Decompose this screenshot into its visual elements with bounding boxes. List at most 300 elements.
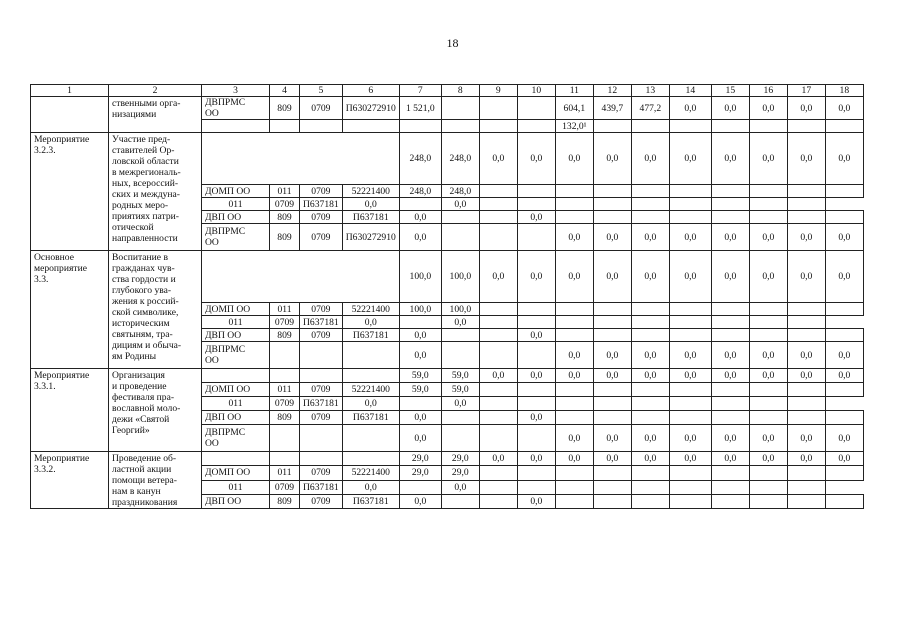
column-header: 4: [270, 85, 300, 97]
cell-c5: [300, 120, 343, 133]
cell-c15: 0,0: [711, 342, 749, 369]
column-header: 9: [479, 85, 517, 97]
cell-c5: [300, 342, 343, 369]
summary-cell-c11: 0,0: [555, 133, 593, 185]
cell-c4: 011: [202, 397, 270, 411]
cell-c9: [479, 383, 517, 397]
executor-cell: ДВП ОО: [202, 411, 270, 425]
executor-cell: ДВП ОО: [202, 329, 270, 342]
cell-c5: 0709: [270, 480, 300, 494]
cell-c8: [441, 211, 479, 224]
cell-c9: [479, 494, 517, 508]
event-description-cell: Участие пред- ставителей Ор- ловской области в межрегиональ- ных, всероссий- ских и междуна- родных меро- приятиях патри- отической направленности: [109, 133, 202, 251]
cell-c15: [711, 383, 749, 397]
cell-c10: [517, 342, 555, 369]
event-id-cell: [31, 97, 109, 133]
column-header: 15: [711, 85, 749, 97]
cell-c18: 0,0: [825, 342, 863, 369]
executor-cell: ДВПРМС ОО: [202, 97, 270, 120]
cell-c15: [711, 211, 749, 224]
cell-c5: 0709: [300, 211, 343, 224]
cell-c17: [787, 211, 825, 224]
cell-c17: [749, 397, 787, 411]
column-header: 3: [202, 85, 270, 97]
cell-c10: [517, 185, 555, 198]
cell-c11: [555, 466, 593, 480]
cell-c7: 59,0: [399, 369, 441, 383]
cell-c10: [517, 97, 555, 120]
cell-c11: 604,1: [555, 97, 593, 120]
cell-c18: 0,0: [825, 369, 863, 383]
cell-c4: 011: [270, 383, 300, 397]
cell-c13: [631, 383, 669, 397]
cell-c14: 0,0: [669, 369, 711, 383]
cell-c7: 0,0: [399, 224, 441, 251]
event-description-cell: ственными орга- низациями: [109, 97, 202, 133]
cell-c6: П637181: [342, 411, 399, 425]
cell-c10: 0,0: [517, 411, 555, 425]
executor-cell: ДВП ОО: [202, 211, 270, 224]
cell-c16: [749, 411, 787, 425]
executor-cell: ДВПРМС ОО: [202, 425, 270, 452]
cell-c13: [631, 120, 669, 133]
summary-cell-c13: 0,0: [631, 251, 669, 303]
cell-c17: [787, 494, 825, 508]
cell-c13: [631, 303, 669, 316]
cell-c6: П637181: [342, 494, 399, 508]
cell-c18: [787, 316, 825, 329]
cell-c9: 0,0: [479, 452, 517, 466]
cell-c13: [631, 411, 669, 425]
cell-c14: [669, 466, 711, 480]
cell-c15: [711, 120, 749, 133]
cell-c6: П637181: [300, 316, 343, 329]
cell-c4: 011: [270, 303, 300, 316]
cell-c10: [479, 480, 517, 494]
cell-c9: [479, 466, 517, 480]
cell-c17: [787, 383, 825, 397]
summary-cell-c16: 0,0: [749, 133, 787, 185]
cell-c10: 0,0: [517, 452, 555, 466]
cell-c11: 0,0: [555, 224, 593, 251]
event-description-cell: Организация и проведение фестиваля пра- вославной моло- дежи «Святой Георгий»: [109, 369, 202, 452]
cell-c10: [479, 397, 517, 411]
cell-c18: [787, 198, 825, 211]
summary-cell-c18: 0,0: [825, 133, 863, 185]
cell-c15: 0,0: [711, 425, 749, 452]
cell-c14: [669, 303, 711, 316]
column-header: 12: [593, 85, 631, 97]
cell-c13: 0,0: [631, 369, 669, 383]
cell-c10: 0,0: [517, 369, 555, 383]
cell-c14: [669, 120, 711, 133]
cell-c13: [593, 198, 631, 211]
executor-cell: ДВП ОО: [202, 494, 270, 508]
executor-cell: [202, 120, 270, 133]
summary-cell-c18: 0,0: [825, 251, 863, 303]
executor-cell: ДОМП ОО: [202, 466, 270, 480]
cell-c10: [479, 316, 517, 329]
column-header: 7: [399, 85, 441, 97]
cell-c18: 0,0: [825, 425, 863, 452]
summary-cell-c9: 0,0: [479, 251, 517, 303]
cell-c7: 0,0: [399, 342, 441, 369]
cell-c6: [342, 369, 399, 383]
cell-c13: [631, 185, 669, 198]
cell-c6: П637181: [342, 329, 399, 342]
cell-c12: [555, 316, 593, 329]
cell-c4: [270, 120, 300, 133]
cell-c18: [825, 120, 863, 133]
header-row: [31, 85, 864, 97]
cell-c12: [593, 466, 631, 480]
cell-c6: П637181: [300, 480, 343, 494]
cell-c10: 0,0: [517, 329, 555, 342]
cell-c5: 0709: [300, 494, 343, 508]
cell-c11: [555, 383, 593, 397]
cell-c17: 0,0: [787, 224, 825, 251]
cell-c16: [711, 397, 749, 411]
cell-c17: [787, 185, 825, 198]
cell-c13: 0,0: [631, 452, 669, 466]
cell-c4: 809: [270, 494, 300, 508]
cell-c12: 439,7: [593, 97, 631, 120]
cell-c8: 29,0: [441, 466, 479, 480]
summary-cell-c17: 0,0: [787, 133, 825, 185]
summary-cell-c14: 0,0: [669, 251, 711, 303]
cell-c9: 0,0: [441, 316, 479, 329]
cell-c16: [749, 120, 787, 133]
cell-c4: 809: [270, 211, 300, 224]
cell-c6: 52221400: [342, 383, 399, 397]
cell-c5: 0709: [300, 224, 343, 251]
cell-c10: 0,0: [517, 494, 555, 508]
cell-c12: 0,0: [593, 425, 631, 452]
cell-c9: [479, 97, 517, 120]
cell-c16: 0,0: [749, 369, 787, 383]
event-description-cell: Проведение об- ластной акции помощи ветера- нам в канун праздникования: [109, 452, 202, 509]
cell-c7: 0,0: [399, 329, 441, 342]
cell-c18: 0,0: [825, 224, 863, 251]
cell-c13: [593, 397, 631, 411]
cell-c9: 0,0: [441, 198, 479, 211]
table-row: [31, 97, 864, 120]
cell-c11: [517, 480, 555, 494]
cell-c6: 52221400: [342, 303, 399, 316]
cell-c7: 100,0: [399, 303, 441, 316]
cell-c12: [555, 397, 593, 411]
cell-c6: 52221400: [342, 466, 399, 480]
cell-c13: 0,0: [631, 342, 669, 369]
cell-c7: 0,0: [399, 494, 441, 508]
cell-c10: [517, 466, 555, 480]
cell-c10: [517, 120, 555, 133]
cell-c11: 0,0: [555, 452, 593, 466]
cell-c18: [825, 329, 863, 342]
cell-c8: 59,0: [441, 383, 479, 397]
cell-c15: [669, 198, 711, 211]
cell-c5: [300, 425, 343, 452]
event-id-cell: Мероприятие 3.2.3.: [31, 133, 109, 251]
cell-c8: [441, 411, 479, 425]
summary-cell-c14: 0,0: [669, 133, 711, 185]
cell-c5: 0709: [300, 329, 343, 342]
summary-cell-c15: 0,0: [711, 133, 749, 185]
cell-c17: 0,0: [787, 97, 825, 120]
cell-c15: 0,0: [711, 97, 749, 120]
cell-c5: 0709: [270, 198, 300, 211]
cell-c8: [441, 97, 479, 120]
column-header: 14: [669, 85, 711, 97]
event-id-cell: Основное мероприятие 3.3.: [31, 251, 109, 369]
summary-cell-c12: 0,0: [593, 251, 631, 303]
cell-c16: [749, 303, 787, 316]
cell-c4: 011: [270, 185, 300, 198]
cell-c18: [787, 480, 825, 494]
cell-c7: [399, 120, 441, 133]
cell-c7: 0,0: [342, 316, 399, 329]
cell-c5: 0709: [300, 97, 343, 120]
cell-c13: [631, 494, 669, 508]
summary-cell-c8: 248,0: [441, 133, 479, 185]
cell-c7: 0,0: [342, 198, 399, 211]
cell-c18: [825, 185, 863, 198]
cell-c9: 0,0: [441, 480, 479, 494]
cell-c7: 1 521,0: [399, 97, 441, 120]
cell-c6: 52221400: [342, 185, 399, 198]
column-header: 5: [300, 85, 343, 97]
cell-c4: [270, 369, 300, 383]
cell-c10: [517, 425, 555, 452]
cell-c12: [593, 303, 631, 316]
executor-cell: ДОМП ОО: [202, 383, 270, 397]
cell-c15: [669, 316, 711, 329]
cell-c17: 0,0: [787, 452, 825, 466]
cell-c7: 248,0: [399, 185, 441, 198]
cell-c8: [441, 425, 479, 452]
cell-c8: [399, 397, 441, 411]
table-row: [31, 369, 864, 383]
cell-c18: 0,0: [825, 452, 863, 466]
cell-c6: [342, 425, 399, 452]
cell-c16: [749, 329, 787, 342]
cell-c15: 0,0: [711, 369, 749, 383]
cell-c8: [399, 198, 441, 211]
cell-c14: [631, 316, 669, 329]
cell-c16: 0,0: [749, 224, 787, 251]
cell-c17: [787, 466, 825, 480]
summary-cell-c7: 248,0: [399, 133, 441, 185]
cell-c14: 0,0: [669, 425, 711, 452]
cell-c6: П637181: [300, 397, 343, 411]
cell-c4: [270, 342, 300, 369]
cell-c16: [749, 185, 787, 198]
column-header: 11: [555, 85, 593, 97]
cell-c9: 0,0: [479, 369, 517, 383]
cell-c15: [711, 185, 749, 198]
cell-c15: [711, 466, 749, 480]
cell-c4: [270, 425, 300, 452]
cell-c11: [555, 411, 593, 425]
cell-c12: [593, 494, 631, 508]
cell-c8: [441, 120, 479, 133]
column-header: 1: [31, 85, 109, 97]
summary-cell-c7: 100,0: [399, 251, 441, 303]
cell-c18: [825, 411, 863, 425]
summary-cell-c15: 0,0: [711, 251, 749, 303]
executor-cell: ДВПРМС ОО: [202, 342, 270, 369]
cell-c13: [631, 211, 669, 224]
cell-c14: [669, 185, 711, 198]
executor-cell: ДОМП ОО: [202, 303, 270, 316]
cell-c11: [555, 494, 593, 508]
executor-cell: [202, 452, 270, 466]
cell-c18: [825, 383, 863, 397]
cell-c5: 0709: [300, 303, 343, 316]
cell-c4: [270, 452, 300, 466]
cell-c12: 0,0: [593, 369, 631, 383]
cell-c12: [555, 198, 593, 211]
cell-c4: 809: [270, 224, 300, 251]
cell-c6: П630272910: [342, 224, 399, 251]
cell-c5: 0709: [300, 411, 343, 425]
cell-c13: [593, 316, 631, 329]
cell-c15: [711, 329, 749, 342]
cell-c18: [825, 211, 863, 224]
column-header: 16: [749, 85, 787, 97]
cell-c12: 0,0: [593, 452, 631, 466]
cell-c15: [711, 411, 749, 425]
cell-c11: 0,0: [555, 425, 593, 452]
cell-c18: [825, 494, 863, 508]
column-header: 17: [787, 85, 825, 97]
cell-c12: [593, 120, 631, 133]
summary-blank-cell: [202, 251, 400, 303]
table-row: [31, 452, 864, 466]
cell-c8: [399, 316, 441, 329]
cell-c18: [825, 466, 863, 480]
cell-c7: 0,0: [342, 480, 399, 494]
cell-c17: [787, 329, 825, 342]
summary-cell-c11: 0,0: [555, 251, 593, 303]
cell-c12: [593, 411, 631, 425]
cell-c7: 0,0: [399, 425, 441, 452]
summary-cell-c10: 0,0: [517, 133, 555, 185]
cell-c15: [669, 397, 711, 411]
cell-c15: 0,0: [711, 224, 749, 251]
cell-c5: 0709: [300, 466, 343, 480]
cell-c14: [631, 397, 669, 411]
cell-c16: [749, 494, 787, 508]
event-description-cell: Воспитание в гражданах чув- ства гордости и глубокого ува- жения к россий- ской символике, историческим святыням, тра- дициям и обыча- ям Родины: [109, 251, 202, 369]
cell-c14: 0,0: [669, 342, 711, 369]
cell-c16: [749, 211, 787, 224]
cell-c9: [479, 329, 517, 342]
cell-c13: 0,0: [631, 425, 669, 452]
cell-c8: [441, 494, 479, 508]
cell-c14: 0,0: [669, 452, 711, 466]
cell-c5: [300, 369, 343, 383]
summary-cell-c16: 0,0: [749, 251, 787, 303]
cell-c15: [711, 303, 749, 316]
cell-c8: [441, 329, 479, 342]
cell-c11: [517, 316, 555, 329]
cell-c16: [711, 316, 749, 329]
event-id-cell: Мероприятие 3.3.2.: [31, 452, 109, 509]
cell-c14: [669, 329, 711, 342]
cell-c16: 0,0: [749, 97, 787, 120]
cell-c11: [517, 397, 555, 411]
summary-cell-c10: 0,0: [517, 251, 555, 303]
cell-c13: [631, 329, 669, 342]
cell-c9: [479, 342, 517, 369]
cell-c8: [399, 480, 441, 494]
cell-c11: [555, 303, 593, 316]
cell-c9: [479, 211, 517, 224]
cell-c6: П630272910: [342, 97, 399, 120]
cell-c6: П637181: [300, 198, 343, 211]
cell-c17: 0,0: [787, 369, 825, 383]
cell-c16: 0,0: [749, 452, 787, 466]
cell-c9: [479, 411, 517, 425]
column-header: 2: [109, 85, 202, 97]
cell-c10: [479, 198, 517, 211]
cell-c9: [479, 120, 517, 133]
cell-c8: [441, 342, 479, 369]
cell-c4: 809: [270, 329, 300, 342]
cell-c7: 0,0: [342, 397, 399, 411]
column-header: 6: [342, 85, 399, 97]
summary-blank-cell: [202, 133, 400, 185]
cell-c10: 0,0: [517, 211, 555, 224]
column-header: 10: [517, 85, 555, 97]
executor-cell: ДОМП ОО: [202, 185, 270, 198]
cell-c16: 0,0: [749, 342, 787, 369]
cell-c14: [669, 411, 711, 425]
cell-c16: [711, 198, 749, 211]
cell-c11: [517, 198, 555, 211]
cell-c12: [593, 185, 631, 198]
cell-c4: 011: [202, 316, 270, 329]
cell-c8: 100,0: [441, 303, 479, 316]
cell-c17: [749, 480, 787, 494]
cell-c9: [479, 224, 517, 251]
cell-c17: [787, 411, 825, 425]
cell-c12: 0,0: [593, 342, 631, 369]
cell-c14: [669, 383, 711, 397]
cell-c15: [669, 480, 711, 494]
cell-c6: [342, 120, 399, 133]
cell-c4: 011: [202, 480, 270, 494]
cell-c16: [711, 480, 749, 494]
cell-c13: [631, 466, 669, 480]
cell-c14: [669, 494, 711, 508]
cell-c11: [555, 211, 593, 224]
cell-c14: 0,0: [669, 224, 711, 251]
cell-c11: [555, 185, 593, 198]
cell-c4: 809: [270, 97, 300, 120]
cell-c8: 59,0: [441, 369, 479, 383]
cell-c10: [517, 383, 555, 397]
cell-c8: 29,0: [441, 452, 479, 466]
column-header: 13: [631, 85, 669, 97]
cell-c7: 59,0: [399, 383, 441, 397]
cell-c11: 0,0: [555, 369, 593, 383]
cell-c4: 011: [202, 198, 270, 211]
cell-c15: 0,0: [711, 452, 749, 466]
cell-c14: [631, 198, 669, 211]
cell-c7: 0,0: [399, 411, 441, 425]
